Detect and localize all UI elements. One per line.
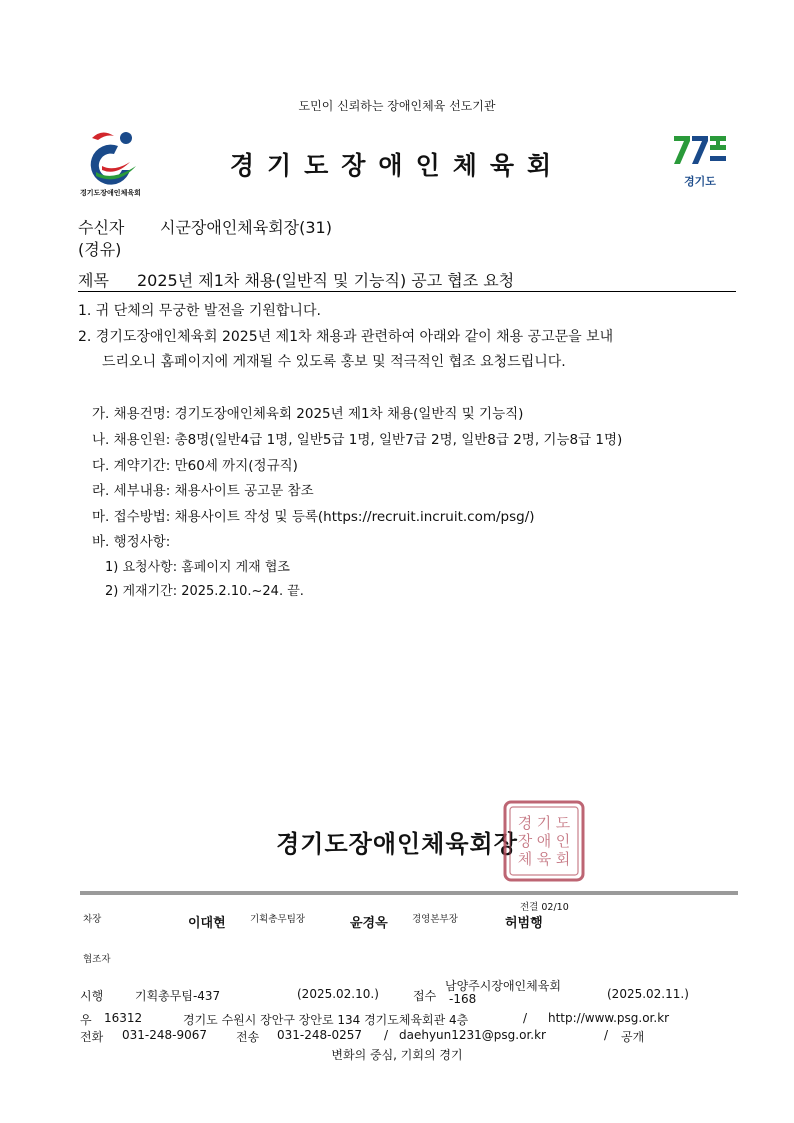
- seal-char: 애: [536, 832, 552, 850]
- cooperator-label: 협조자: [83, 954, 111, 965]
- emblem-caption: 경기도장애인체육회: [80, 189, 141, 197]
- list-item: 마. 접수방법: 채용사이트 작성 및 등록(https://recruit.incruit.com/psg/): [92, 509, 535, 525]
- sub-item: 2) 게재기간: 2025.2.10.~24. 끝.: [105, 584, 304, 599]
- seal-char: 장: [517, 832, 533, 850]
- separator: /: [384, 1028, 389, 1042]
- org-title: 경기도장애인체육회: [229, 151, 565, 180]
- separator: /: [604, 1028, 609, 1042]
- footer-motto: 변화의 중심, 기회의 경기: [331, 1048, 463, 1062]
- recipient-value: 시군장애인체육회장(31): [160, 218, 332, 237]
- separator: /: [523, 1011, 528, 1025]
- sub-item: 1) 요청사항: 홈페이지 게재 협조: [105, 560, 290, 575]
- paragraph-2-line-2: 드리오니 홈페이지에 게재될 수 있도록 홍보 및 적극적인 협조 요청드립니다.: [102, 354, 566, 370]
- list-item: 다. 계약기간: 만60세 까지(정규직): [92, 458, 298, 474]
- gyeonggi-logo-icon: [670, 134, 730, 174]
- approver-3-title: 경영본부장: [412, 914, 458, 925]
- approver-3-name: 허범행: [505, 916, 543, 931]
- enforce-date: (2025.02.10.): [297, 987, 379, 1001]
- approver-2-title: 기획총무팀장: [250, 914, 306, 925]
- approver-1-title: 차장: [83, 914, 102, 925]
- subject-label: 제목: [78, 271, 109, 290]
- receive-org: 남양주시장애인체육회: [445, 979, 561, 993]
- postal-label: 우: [80, 1013, 92, 1027]
- email-link[interactable]: daehyun1231@psg.or.kr: [399, 1028, 546, 1042]
- address: 경기도 수원시 장안구 장안로 134 경기도체육회관 4층: [183, 1013, 469, 1027]
- fax-label: 전송: [236, 1030, 260, 1044]
- receive-date: (2025.02.11.): [607, 987, 689, 1001]
- disclosure-status: 공개: [621, 1030, 645, 1044]
- seal-char: 회: [555, 850, 571, 868]
- subject-underline: [78, 291, 736, 292]
- section-divider: [80, 891, 738, 895]
- seal-char: 도: [555, 814, 571, 832]
- postal-code: 16312: [104, 1011, 143, 1025]
- seal-char: 육: [536, 850, 552, 868]
- approver-1-name: 이대현: [188, 916, 226, 931]
- receive-label: 접수: [413, 989, 437, 1003]
- enforce-label: 시행: [80, 989, 104, 1003]
- homepage-link[interactable]: http://www.psg.or.kr: [548, 1011, 670, 1025]
- seal-char: 기: [536, 814, 552, 832]
- enforce-number: 기획총무팀-437: [135, 989, 221, 1003]
- seal-char: 인: [555, 832, 571, 850]
- fax-number: 031-248-0257: [277, 1028, 363, 1042]
- list-item: 가. 채용건명: 경기도장애인체육회 2025년 제1차 채용(일반직 및 기능직): [92, 406, 524, 422]
- seal-char: 체: [517, 850, 533, 868]
- list-item: 바. 행정사항:: [92, 534, 171, 550]
- receive-number: -168: [449, 992, 477, 1006]
- tel-label: 전화: [80, 1030, 104, 1044]
- seal-char: 경: [517, 814, 533, 832]
- gyeonggi-logo-caption: 경기도: [684, 175, 716, 188]
- official-seal-icon: [503, 800, 585, 882]
- paragraph-2-line-1: 2. 경기도장애인체육회 2025년 제1차 채용과 관련하여 아래와 같이 채용 공고문을 보내: [78, 329, 614, 345]
- approver-3-note: 전결 02/10: [520, 902, 569, 913]
- recipient-label: 수신자: [78, 218, 125, 237]
- paragraph-1: 1. 귀 단체의 무궁한 발전을 기원합니다.: [78, 303, 321, 319]
- via-label: (경유): [78, 240, 122, 259]
- slogan: 도민이 신뢰하는 장애인체육 선도기관: [298, 99, 496, 113]
- approver-2-name: 윤경옥: [350, 916, 388, 931]
- list-item: 나. 채용인원: 총8명(일반4급 1명, 일반5급 1명, 일반7급 2명, 일반8급 2명, 기능8급 1명): [92, 432, 623, 448]
- subject-value: 2025년 제1차 채용(일반직 및 기능직) 공고 협조 요청: [137, 271, 515, 290]
- list-item: 라. 세부내용: 채용사이트 공고문 참조: [92, 483, 314, 499]
- tel-number: 031-248-9067: [122, 1028, 208, 1042]
- sender-signature: 경기도장애인체육회장: [276, 830, 518, 858]
